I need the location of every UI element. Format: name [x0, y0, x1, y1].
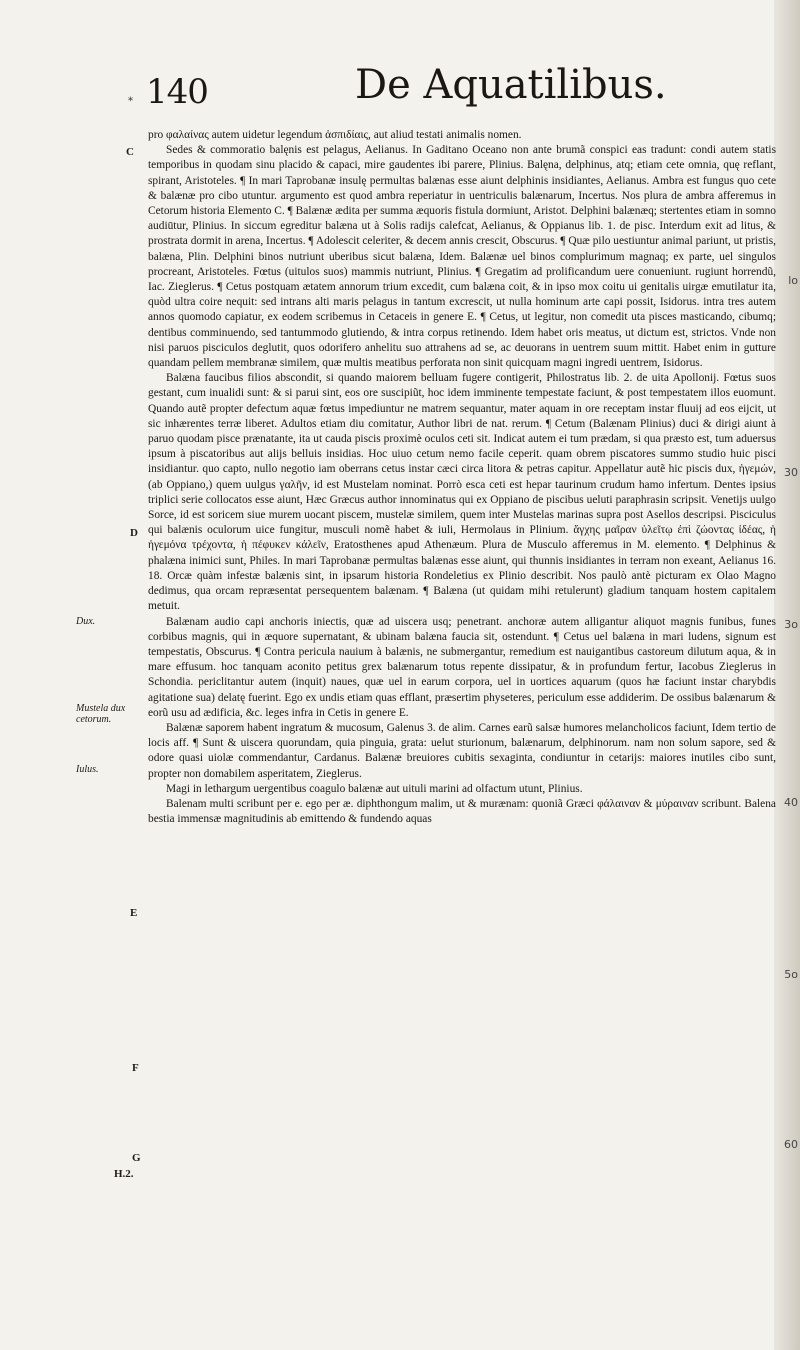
gutter-mark: 3o	[784, 618, 798, 631]
margin-note-mustela: Mustela dux cetorum.	[76, 703, 126, 725]
section-letter-e: E	[130, 907, 138, 919]
paragraph: pro φαλαίνας autem uidetur legendum ἀσπιδίαις, aut aliud testati animalis nomen.	[148, 129, 522, 141]
section-letter-d: D	[130, 527, 138, 539]
margin-note-iulus: Iulus.	[76, 764, 99, 775]
paragraph: Balenam multi scribunt per e. ego per æ. diphthongum malim, ut & murænam: quoniã Græci φάλαιναν & μύραιναν scribunt. Balena bestia immensæ magnitudinis ab emittendo & fundendo aquas	[148, 797, 776, 826]
page-header	[128, 62, 780, 122]
margin-note-dux: Dux.	[76, 616, 96, 627]
paragraph: Magi in lethargum uergentibus coagulo balænæ aut uituli marini ad olfactum utunt, Plinius.	[166, 782, 583, 795]
section-letter-c: C	[126, 146, 134, 158]
gutter-mark: 60	[784, 1138, 798, 1151]
main-text	[148, 128, 776, 827]
paragraph: Balænæ saporem habent ingratum & mucosum, Galenus 3. de alim. Carnes earũ salsæ humores melancholicos faciunt, Idem tertio de locis aff. ¶ Sunt & uiscera quorundam, quia pinguia, grata: uelut sturionum, balænarum, delphinorum. nam non solum sapore, sed & odore quasi uiolæ commendantur, Cardanus. Balænæ breuiores cubitis sexaginta, condiuntur in cetarijs: maiores inutiles cibo sunt, propter non domabilem asperitatem, Zieglerus.	[148, 721, 776, 780]
section-letter-h2: H.2.	[114, 1168, 134, 1180]
gutter-mark: 40	[784, 796, 798, 809]
paragraph: Balæna faucibus filios abscondit, si quando maiorem belluam fugere contigerit, Philostratus lib. 2. de uita Apollonij. Fœtus suos gestant, cum inualidi sunt: & si parui sint, eos ore suscipiũt, hoc idem imminente tempestate faciunt, & post tempestatem illos euomunt. Quando autẽ propter defectum aquæ fœtus impediuntur ne matrem sequantur, mater aquam in ore receptam instar fluuij ad eos eijcit, ut sic inhærentes terræ liberet. Adultos etiam diu comitatur, Author libri de nat. rerum. ¶ Cetum (Balænam Plinius) duci & dirigi aiunt à paruo quodam pisce prænatante, ita ut cauda piscis proximè oculos ceti sit. Indicat autem ei tum prædam, si qua præsto est, tum aduersus ipsum à piscatoribus aut alijs belluis insidias. Hoc uiuo cetum nemo facile ceperit. quam obrem piscatores summo studio huic pisci insidiantur. quo capto, nullo negotio iam oberrans cetus instar cæci circa litora & petras capitur. Appellatur autẽ hic piscis dux, ἡγεμών, (ab Oppiano,) quem uulgus γαλῆν, id est Mustelam nominat. Porrò esca ceti est hepar taurinum crudum hamo infertum. Dentes ipsius triplici serie collocatos esse aiunt, Hæc Græcus author innominatus qui ex Oppiano de piscibus ueluti paraphrasin scripsit. Venetijs uulgo Sorce, id est soricem siue murem uocant piscem, mustelæ similem, quem inter Mustelas marinas supra post Asellos descripsi. Pisciculus qui balænis oculorum uice fungitur, musculi nomẽ habet & iuli, Hermolaus in Plinium. ἄγχης μαῖραν ὑλεῖτῳ ἐπὶ ζώοντας ἰδέας, ἡ ἡγεμόνα τρέχοντα, ἡ πέφυκεν κάλεῖν, Eratosthenes apud Athenæum. Plura de Musculo afferemus in M. elemento. ¶ Delphinus & phalæna inimici sunt, Philes. In mari Taprobanæ permultas balænas esse aiunt, qui thunnis insidiantes in terram non exeant, Aelianus 16. 18. Orcæ quàm infestæ balænis sint, in ipsarum historia Rondeletius ex Plinio describit. Nos paulò antè picturam ex Olao Magno dedimus, qua orcam repræsentat persequentem balænam. ¶ Balæna (ut quidam mihi retulerunt) gladium tanquam hostem capitalem metuit.	[148, 372, 776, 613]
paragraph: Sedes & commoratio balęnis est pelagus, Aelianus. In Gaditano Oceano non ante brumã conspici eas tradunt: condi autem statis temporibus in quodam sinu placido & capaci, mire gaudentes ibi parere, Plinius. Balęna, delphinus, atq; etiam cete omnia, quę reflant, spirant, Aristoteles. ¶ In mari Taprobanæ insulę permultas balænas esse aiunt delphinis insidiantes, Aelianus. Ambra est fungus quo cete & balænæ pro cibo utuntur. argumento est quod ambra reperiatur in uentriculis balænarum, Incertus. Nos plura de ambra afferemus in Cetorum historia Elemento C. ¶ Balænæ ædita per summa æquoris fistula dormiunt, Aristot. Delphini balænæq; stertentes etiam in somno audiūtur, Plinius. In siccum egreditur balæna ut à Solis radijs calefcat, Aelianus, & Oppianus lib. 1. de pisc. Interdum exit ad litus, & prostrata dormit in arena, Incertus. ¶ Adolescit celeriter, & decem annis crescit, Obscurus. ¶ Quæ pilo uestiuntur animal pariunt, ut pristis, balæna, Plin. Delphini binos nutriunt uberibus sicut balæna, Idem. Balænæ uel binos complurimum magnaq; ex parte, uel singulos procreant, Aristoteles. Fœtus (uitulos suos) mammis nutriunt, Plinius. ¶ Gregatim ad prolificandum uere conueniunt. rugiunt horrendũ, Iac. Zieglerus. ¶ Cetus postquam ætatem annorum trium excedit, cum balæna coit, & in ipso mox coitu ui genitalis uirgæ emutilatur ita, quòd ultra coire nequit: sed intrans alti maris pelagus in tantum excrescit, ut nulla hominum arte capi possit, Isidorus. intra tres autem annos quomodo capiatur, ex eodem scribemus in Cetaceis in genere E. ¶ Cetus, ut legitur, non comedit uta pisces masticando, cibumq; dentibus comminuendo, sed tantummodo glutiendo, & intra corpus retinendo. Idem habet oris meatus, ut dictum est, strictos. Vnde non nisi paruos pisciculos deglutit, quos odorifero anhelitu suo attrahens ad se, ac deuorans in uentrem suum mittit. Habet enim in gutture quandam pellem membranæ similem, quæ multis meatibus perforata non sinit quicquam magni ingredi uentrem, Isidorus.	[148, 144, 776, 370]
page-number: 140	[146, 72, 208, 112]
section-letter-f: F	[132, 1062, 139, 1074]
section-letter-g: G	[132, 1152, 141, 1164]
paragraph: Balænam audio capi anchoris iniectis, quæ ad uiscera usq; penetrant. anchoræ autem alligantur aliquot magnis funibus, funes corbibus magnis, qui in æquore supernatant, & ubinam balæna faucia sit, ostendunt. ¶ Cetus uel balæna in mari ludens, signum est tempestatis, Obscurus. ¶ Contra pericula nauium à balænis, ne submergantur, remedium est nauigantibus castoreum dilutum aqua, & in mare effusum. hoc tanquam aconito petitus grex balænarum totus repente dissipatur, & in profundum fertur, Iacobus Zieglerus in Schondia. periclitantur autem (inquit) naues, quæ uel in earum corpora, uel in uortices aquarum (quos hæ faciunt instar charybdis agitatione sua) delatę fuerint. Ego ex undis etiam quas efflant, præsertim physeteres, periculum esse addiderim. De ossibus balænarum & eorũ usu ad ædificia, &c. leges infra in Cetis in genere E.	[148, 615, 776, 719]
gutter-mark: 30	[784, 466, 798, 479]
gutter-mark: lo	[788, 274, 798, 287]
running-title: De Aquatilibus.	[355, 62, 667, 108]
asterisk-mark: *	[128, 96, 133, 107]
gutter-mark: 5o	[784, 968, 798, 981]
